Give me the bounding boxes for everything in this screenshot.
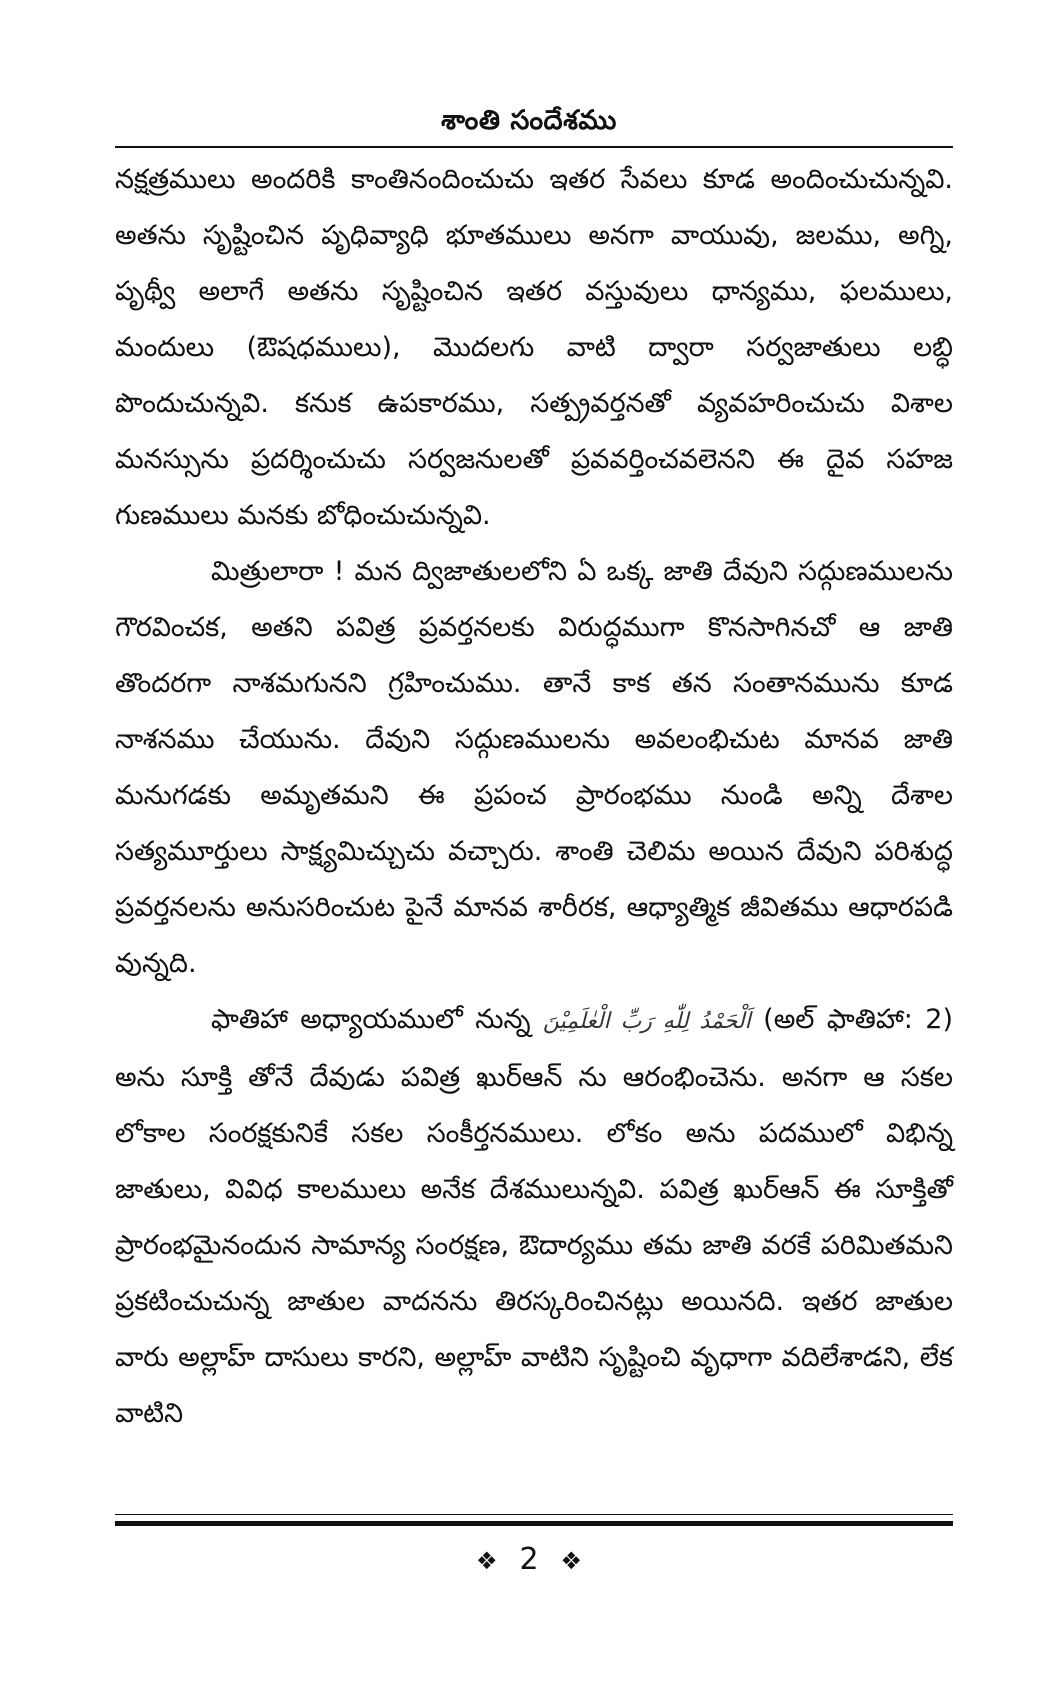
diamond-ornament-icon: ❖ (475, 1547, 498, 1575)
arabic-verse: اَلْحَمْدُ لِلّٰهِ رَبِّ الْعٰلَمِيْنَ (542, 1009, 751, 1034)
paragraph-3 (115, 992, 953, 1442)
footer-rule-thin (115, 1514, 953, 1515)
paragraph-3-lead: ఫాతిహా అధ్యాయములో నున్న (211, 1004, 531, 1035)
page-body (115, 152, 953, 1442)
page-number: 2 (519, 1542, 539, 1577)
footer-rule-thick (115, 1521, 953, 1526)
paragraph-2: మిత్రులారా ! మన ద్విజాతులలోని ఏ ఒక్క జాతి దేవుని సద్గుణములను గౌరవించక, అతని పవిత్ర ప్రవర్తనలకు విరుద్ధముగా కొనసాగినచో ఆ జాతి తొందరగా నాశమగునని గ్రహించుము. తానే కాక తన సంతానమును కూడ నాశనము చేయును. దేవుని సద్గుణములను అవలంభిచుట మానవ జాతి మనుగడకు అమృతమని ఈ ప్రపంచ ప్రారంభము నుండి అన్ని దేశాల సత్యమూర్తులు సాక్ష్యమిచ్చుచు వచ్చారు. శాంతి చెలిమ అయిన దేవుని పరిశుద్ధ ప్రవర్తనలను అనుసరించుట పైనే మానవ శారీరక, ఆధ్యాత్మిక జీవితము ఆధారపడి వున్నది. (115, 556, 953, 979)
paragraph-1: నక్షత్రములు అందరికి కాంతినందించుచు ఇతర సేవలు కూడ అందించుచున్నవి. అతను సృష్టించిన పృధివ్యాధి భూతములు అనగా వాయువు, జలము, అగ్ని, పృథ్వీ అలాగే అతను సృష్టించిన ఇతర వస్తువులు ధాన్యము, ఫలములు, మందులు (ఔషధములు), మొదలగు వాటి ద్వారా సర్వజాతులు లబ్ధి పొందుచున్నవి. కనుక ఉపకారము, సత్ప్రవర్తనతో వ్యవహరించుచు విశాల మనస్సును ప్రదర్శించుచు సర్వజనులతో ప్రవవర్తించవలెనని ఈ దైవ సహజ గుణములు మనకు బోధించుచున్నవి. (115, 164, 953, 531)
running-title: శాంతి సందేశము (441, 105, 617, 136)
paragraph-3-rest: (అల్ ఫాతిహా: 2) అను సూక్తి తోనే దేవుడు పవిత్ర ఖుర్ఆన్ ను ఆరంభించెను. అనగా ఆ సకల లోకాల సంరక్షకునికే సకల సంకీర్తనములు. లోకం అను పదములో విభిన్న జాతులు, వివిధ కాలములు అనేక దేశములున్నవి. పవిత్ర ఖుర్ఆన్ ఈ సూక్తితో ప్రారంభమైనందున సామాన్య సంరక్షణ, ఔదార్యము తమ జాతి వరకే పరిమితమని ప్రకటించుచున్న జాతుల వాదనను తిరస్కరించినట్లు అయినది. ఇతర జాతుల వారు అల్లాహ్ దాసులు కారని, అల్లాహ్ వాటిని సృష్టించి వృధాగా వదిలేశాడని, లేక వాటిని (115, 1004, 953, 1429)
page-footer (0, 1542, 1058, 1579)
diamond-ornament-icon: ❖ (560, 1547, 583, 1575)
header-rule (115, 146, 953, 148)
